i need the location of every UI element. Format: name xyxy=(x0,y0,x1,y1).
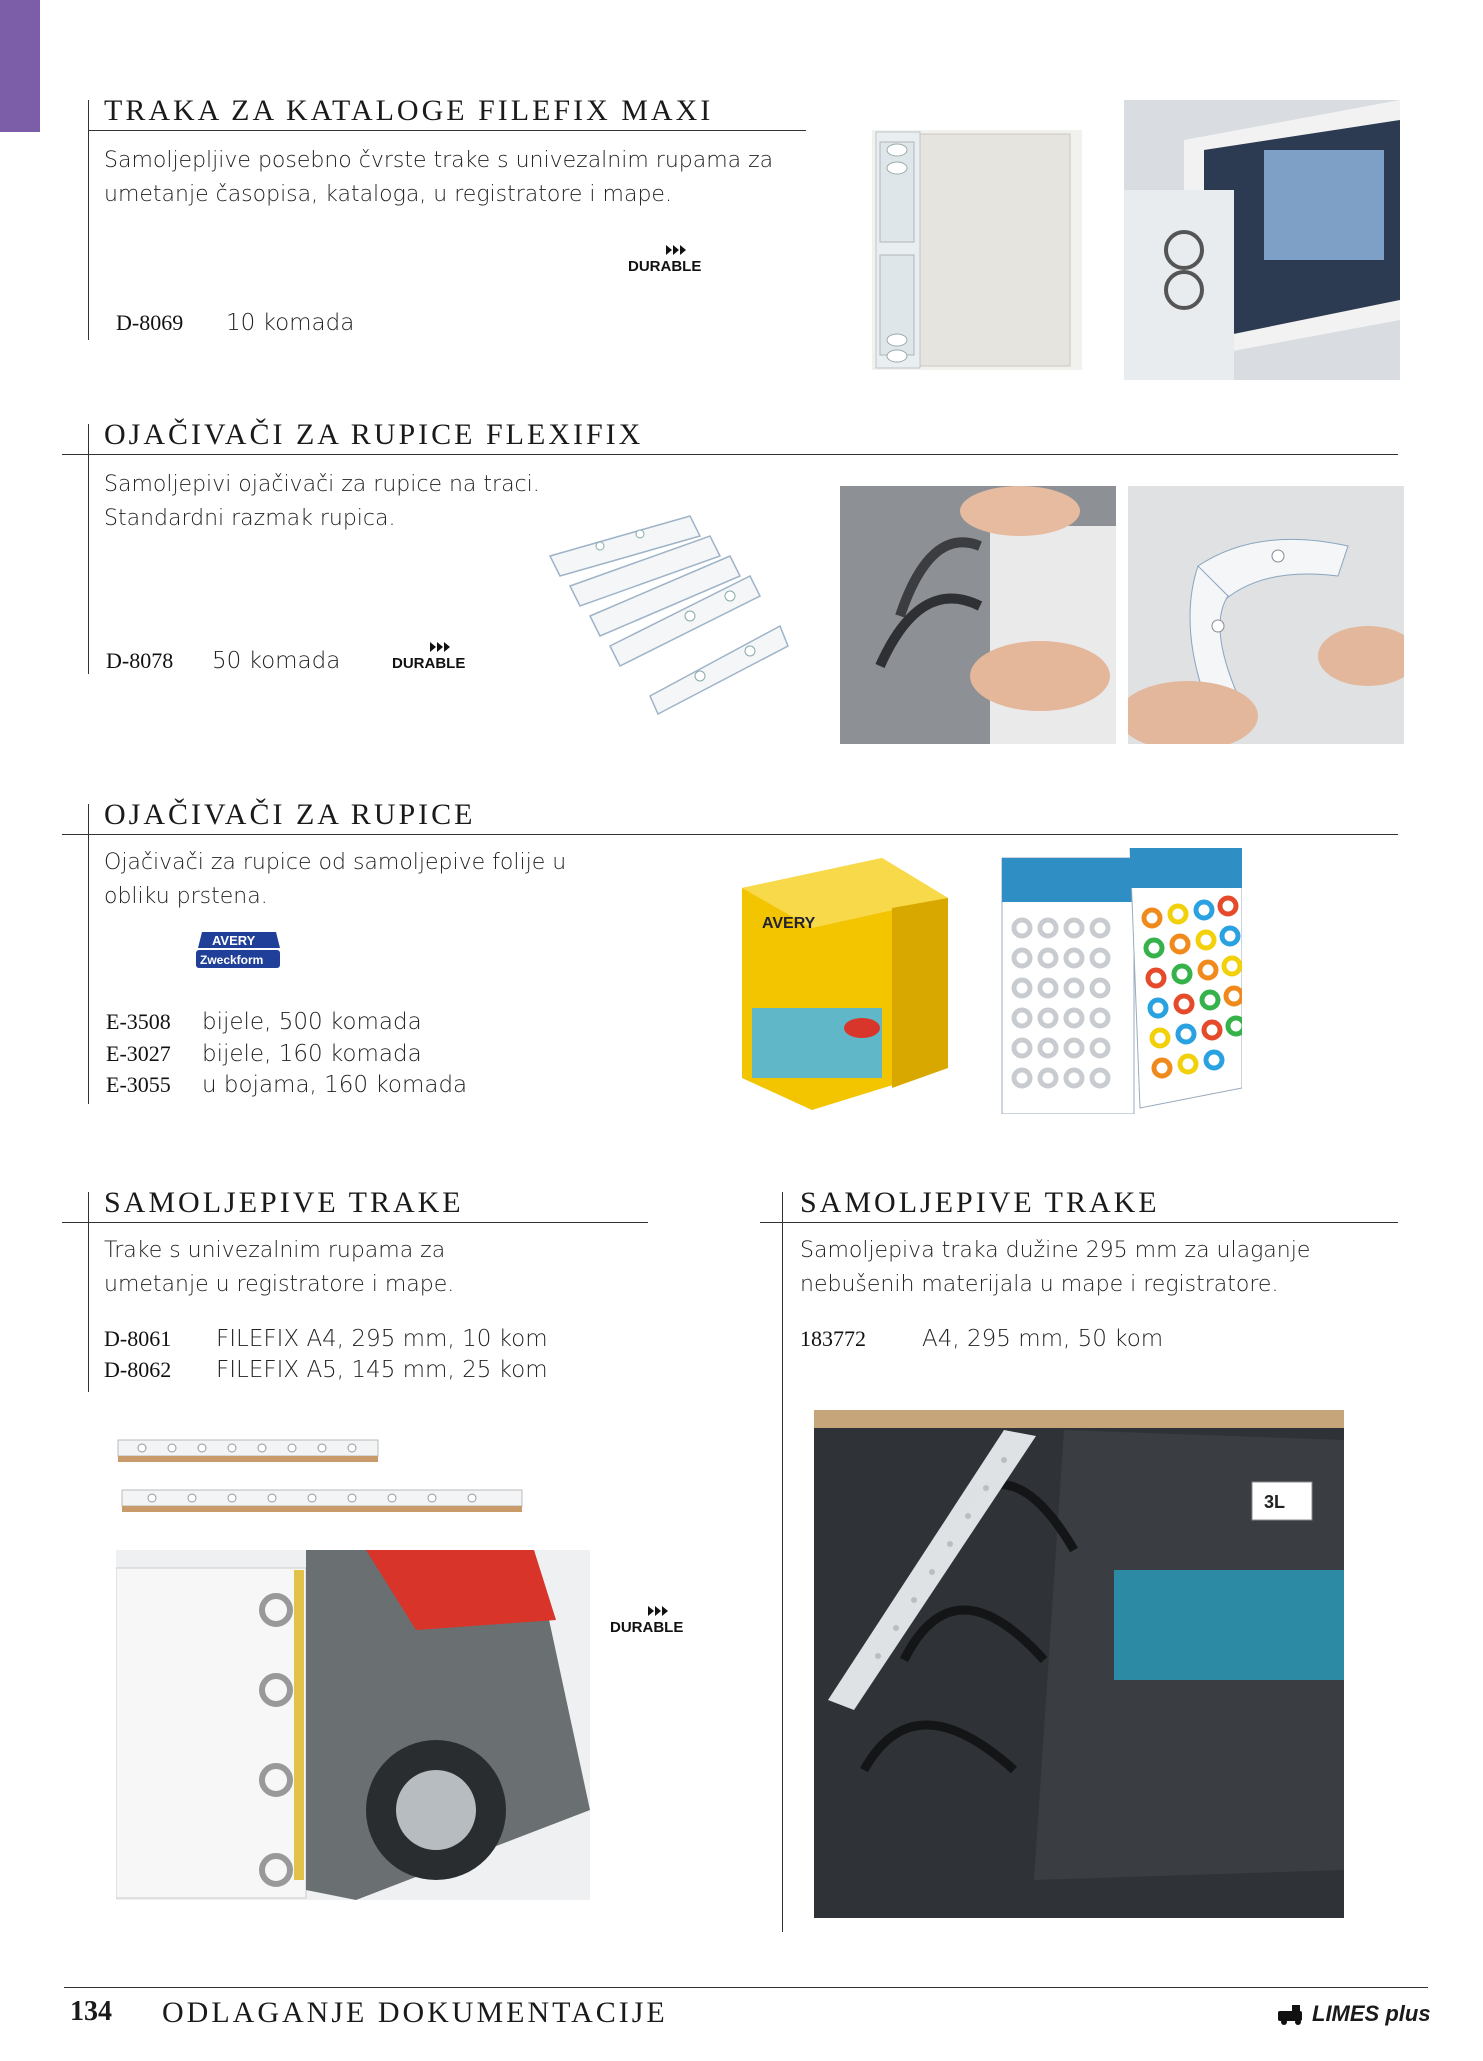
product-quantity: 50 komada xyxy=(212,648,341,674)
svg-text:Zweckform: Zweckform xyxy=(200,953,264,967)
product-photo-catalog-binder xyxy=(1124,100,1400,380)
product-photo-filefix-strips xyxy=(112,1432,532,1528)
section-description: Trake s univezalnim rupama za umetanje u registratore i mape. xyxy=(104,1238,455,1297)
divider xyxy=(62,1222,648,1223)
divider xyxy=(88,100,89,340)
durable-logo xyxy=(610,1604,710,1641)
limes-plus-logo xyxy=(1278,2001,1431,2027)
product-photo-binder-motorbike xyxy=(116,1550,590,1900)
product-code: D-8078 xyxy=(106,648,174,673)
svg-text:AVERY: AVERY xyxy=(212,933,256,948)
svg-text:DURABLE: DURABLE xyxy=(392,655,466,672)
durable-logo xyxy=(392,640,492,677)
section-description: Samoljepiva traka dužine 295 mm za ulaganje nebušenih materijala u mape i registratore. xyxy=(800,1238,1311,1297)
section-title: TRAKA ZA KATALOGE FILEFIX MAXI xyxy=(104,94,714,127)
product-code: D-8061 xyxy=(104,1326,172,1351)
durable-logo xyxy=(628,243,728,280)
product-quantity: bijele, 500 komada xyxy=(202,1009,422,1035)
footer-chapter-title: ODLAGANJE DOKUMENTACIJE xyxy=(162,1996,668,2029)
svg-text:3L: 3L xyxy=(1264,1492,1286,1512)
section-title: OJAČIVAČI ZA RUPICE FLEXIFIX xyxy=(104,418,644,451)
divider xyxy=(760,1222,1398,1223)
section-description: Samoljepivi ojačivači za rupice na traci. Standardni razmak rupica. xyxy=(104,472,540,531)
section-title: OJAČIVAČI ZA RUPICE xyxy=(104,798,476,831)
product-code: E-3055 xyxy=(106,1072,171,1097)
section-title: SAMOLJEPIVE TRAKE xyxy=(800,1186,1160,1219)
product-code: E-3027 xyxy=(106,1041,171,1066)
product-quantity: FILEFIX A4, 295 mm, 10 kom xyxy=(216,1326,548,1352)
section-description: Samoljepljive posebno čvrste trake s univezalnim rupama za umetanje časopisa, kataloga, u registratore i mape. xyxy=(104,148,774,207)
footer-divider xyxy=(64,1987,1428,1988)
divider xyxy=(88,804,89,1104)
svg-text:DURABLE: DURABLE xyxy=(628,258,702,275)
divider xyxy=(62,454,1398,455)
product-quantity: bijele, 160 komada xyxy=(202,1041,422,1067)
svg-text:AVERY: AVERY xyxy=(762,915,816,932)
section-description: Ojačivači za rupice od samoljepive folije u obliku prstena. xyxy=(104,850,567,909)
product-code: 183772 xyxy=(800,1326,866,1351)
section-title: SAMOLJEPIVE TRAKE xyxy=(104,1186,464,1219)
product-photo-avery-box xyxy=(742,858,948,1110)
svg-text:DURABLE: DURABLE xyxy=(610,1619,684,1636)
product-photo-reinforcement-strips xyxy=(540,496,790,716)
product-photo-filefix-sheet xyxy=(872,130,1082,370)
limes-logo-text: LIMES plus xyxy=(1312,2001,1431,2026)
page-number: 134 xyxy=(70,1996,112,2027)
divider xyxy=(62,834,1398,835)
avery-zweckform-logo xyxy=(194,928,284,979)
section-color-tab xyxy=(0,0,40,132)
product-photo-binder-rings-hand xyxy=(840,486,1116,744)
product-code: E-3508 xyxy=(106,1009,171,1034)
product-code: D-8069 xyxy=(116,310,184,335)
product-photo-ring-sheets xyxy=(1000,848,1242,1114)
product-photo-binder-3l-strip xyxy=(814,1410,1344,1918)
product-quantity: u bojama, 160 komada xyxy=(202,1072,468,1098)
divider xyxy=(88,130,806,131)
divider xyxy=(88,424,89,674)
product-code: D-8062 xyxy=(104,1357,172,1382)
product-photo-strip-in-hands xyxy=(1128,486,1404,744)
limes-logo-icon xyxy=(1278,2005,1306,2025)
product-quantity: A4, 295 mm, 50 kom xyxy=(922,1326,1164,1352)
product-quantity: 10 komada xyxy=(226,310,355,336)
product-quantity: FILEFIX A5, 145 mm, 25 kom xyxy=(216,1357,548,1383)
divider xyxy=(782,1192,783,1932)
